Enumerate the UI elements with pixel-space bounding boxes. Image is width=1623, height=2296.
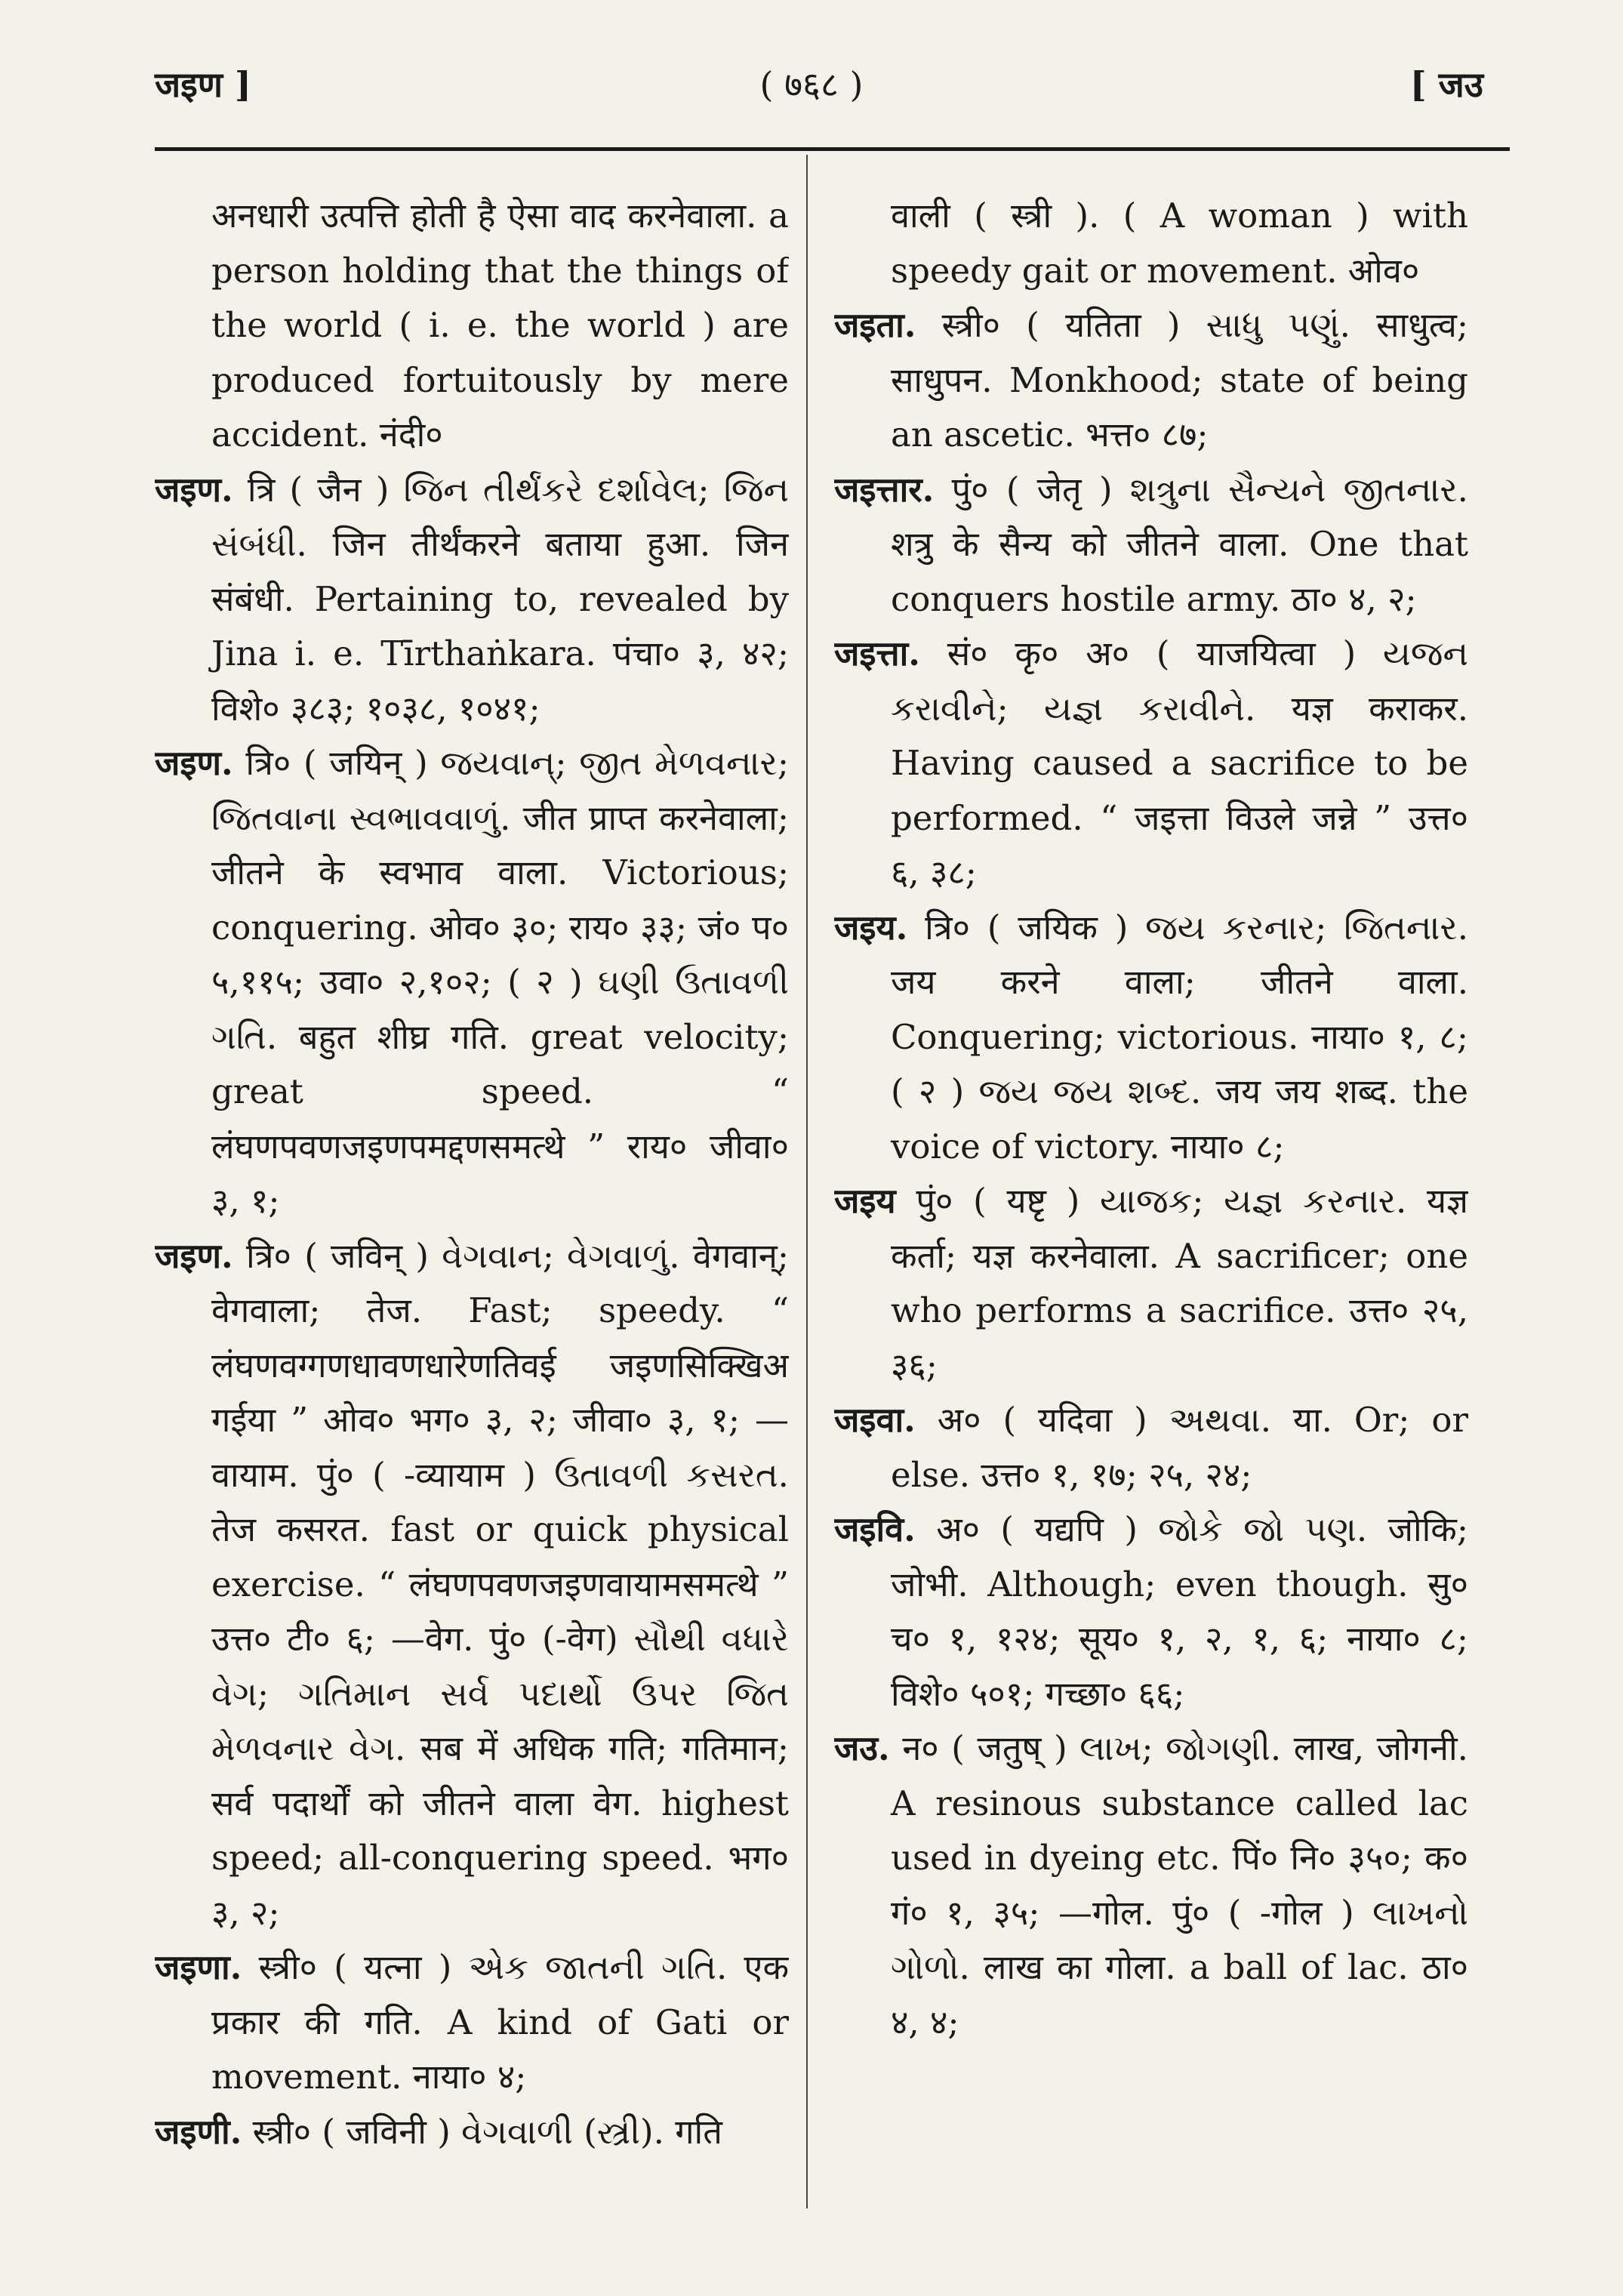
left-guide-word: जइण ] <box>155 64 251 105</box>
dictionary-entry <box>834 901 1468 1175</box>
right-column <box>834 189 1468 2242</box>
entry-headword: जइवि. <box>834 1509 916 1549</box>
column-divider <box>806 155 808 2208</box>
entry-definition: त्रि० ( जयिक ) જય કરનાર; જિતનાર. जय करने वाला; जीतने वाला. Conquering; victorious. नाया० १, ८; ( २ ) જય જય શબ્દ. जय जय शब्द. the voice of victory. नाया० ८; <box>891 907 1468 1166</box>
entry-definition: स्त्री० ( यतिता ) સાધુ પણું. साधुत्व; साधुपन. Monkhood; state of being an ascetic. भत्त० ८७; <box>891 305 1468 455</box>
dictionary-entry <box>155 1229 789 1941</box>
entry-headword: जइवा. <box>834 1400 916 1440</box>
entry-headword: जइय <box>834 1181 896 1221</box>
right-guide-word: [ जउ <box>1409 64 1483 105</box>
entry-list <box>834 298 1468 2050</box>
dictionary-entry <box>834 1174 1468 1393</box>
entry-headword: जइण. <box>155 1235 233 1276</box>
dictionary-entry <box>834 1721 1468 2050</box>
dictionary-entry <box>834 1393 1468 1502</box>
entry-headword: जइण. <box>155 469 233 510</box>
entry-definition: पुं० ( यष्टृ ) યાજક; યજ્ઞ કરનાર. यज्ञ कर्ता; यज्ञ करनेवाला. A sacrificer; one who performs a sacrifice. उत्त० २५, ३६; <box>891 1181 1468 1385</box>
dictionary-entry <box>155 463 789 737</box>
entry-definition: पुं० ( जेतृ ) શત્રુના સૈન્યને જીતનાર. शत्रु के सैन्य को जीतने वाला. One that conquers hostile army. ठा० ४, २; <box>891 469 1468 619</box>
entry-headword: जइता. <box>834 305 916 345</box>
entry-definition: त्रि ( जैन ) જિન તીર્થંકરે દર્શાવેલ; જિન સંબંધી. जिन तीर्थंकरने बताया हुआ. जिन संबंधी. Pertaining to, revealed by Jina i. e. Tīrthaṅkara. पंचा० ३, ४२; विशे० ३८३; १०३८, १०४१; <box>211 469 789 729</box>
entry-headword: जइत्ता. <box>834 633 920 673</box>
entry-headword: जउ. <box>834 1728 890 1768</box>
entry-definition: त्रि० ( जविन् ) વેગવાન; વેગવાળું. वेगवान्; वेगवाला; तेज. Fast; speedy. “ लंघणवग्गणधावणधारेणतिवई जइणसिक्खिअ गईया ” ओव० भग० ३, २; जीवा० ३, १; —वायाम. पुं० ( -व्यायाम ) ઉતાવળી કસરત. तेज कसरत. fast or quick physical exercise. “ लंघणपवणजइणवायामसमत्थे ” उत्त० टी० ६; —वेग. पुं० (-वेग) સૌથી વધારે વેગ; ગતિમાન સર્વ પદાર્થો ઉપર જિત મેળવનાર વેગ. सब में अधिक गति; गतिमान; सर्व पदार्थों को जीतने वाला वेग. highest speed; all-conquering speed. भग० ३, २; <box>211 1235 789 1933</box>
entry-definition: अ० ( यदिवा ) અથવા. या. Or; or else. उत्त० १, १७; २५, २४; <box>891 1400 1468 1495</box>
dictionary-entry <box>834 627 1468 901</box>
entry-list <box>155 463 789 2160</box>
entry-headword: जइण. <box>155 743 233 783</box>
continuation-text: वाली ( स्त्री ). ( A woman ) with speedy gait or movement. ओव० <box>891 196 1468 291</box>
entry-definition: अ० ( यद्यपि ) જોકે જો પણ. जोकि; जोभी. Although; even though. सु० च० १, १२४; सूय० १, २, १, ६; नाया० ८; विशे० ५०१; गच्छा० ६६; <box>891 1509 1468 1714</box>
entry-headword: जइय. <box>834 907 908 948</box>
entry-definition: सं० कृ० अ० ( याजयित्वा ) યજન કરાવીને; યજ્ઞ કરાવીને. यज्ञ कराकर. Having caused a sacrifice to be performed. “ जइत्ता विउले जन्ने ” उत्त० ६, ३८; <box>891 633 1468 892</box>
entry-definition: त्रि० ( जयिन् ) જયવાન્; જીત મેળવનાર; જિતવાના સ્વભાવવાળું. जीत प्राप्त करनेवाला; जीतने के स्वभाव वाला. Victorious; conquering. ओव० ३०; राय० ३३; जं० प० ५,११५; उवा० २,१०२; ( २ ) ઘણી ઉતાવળી ગતિ. बहुत शीघ्र गति. great velocity; great speed. “ लंघणपवणजइणपमद्दणसमत्थे ” राय० जीवा० ३, १; <box>211 743 789 1221</box>
dictionary-entry <box>155 2105 789 2160</box>
continuation-text: अनधारी उत्पत्ति होती है ऐसा वाद करनेवाला. a person holding that the things of the world ( i. e. the world ) are produced fortuitously by mere accident. नंदी० <box>211 196 789 455</box>
entry-definition: स्त्री० ( यत्ना ) એક જાતની ગતિ. एक प्रकार की गति. A kind of Gati or movement. नाया० ४; <box>211 1947 789 2097</box>
left-column <box>155 189 789 2242</box>
dictionary-entry <box>155 1940 789 2105</box>
entry-headword: जइणी. <box>155 2111 242 2152</box>
header-rule <box>155 147 1510 151</box>
page-number: ( ७६८ ) <box>759 64 864 105</box>
dictionary-entry <box>834 463 1468 627</box>
entry-headword: जइणा. <box>155 1947 242 1987</box>
entry-headword: जइत्तार. <box>834 469 935 510</box>
entry-definition: स्त्री० ( जविनी ) વેગવાળી (સ્ત્રી). गति <box>252 2111 722 2152</box>
entry-definition: न० ( जतुष् ) લાખ; જોગણી. लाख, जोगनी. A resinous substance called lac used in dyeing etc. पिं० नि० ३५०; क० गं० १, ३५; —गोल. पुं० ( -गोल ) લાખનો ગોળો. लाख का गोला. a ball of lac. ठा० ४, ४; <box>891 1728 1468 2042</box>
dictionary-entry <box>155 736 789 1229</box>
dictionary-entry <box>834 298 1468 463</box>
dictionary-entry <box>834 1502 1468 1721</box>
